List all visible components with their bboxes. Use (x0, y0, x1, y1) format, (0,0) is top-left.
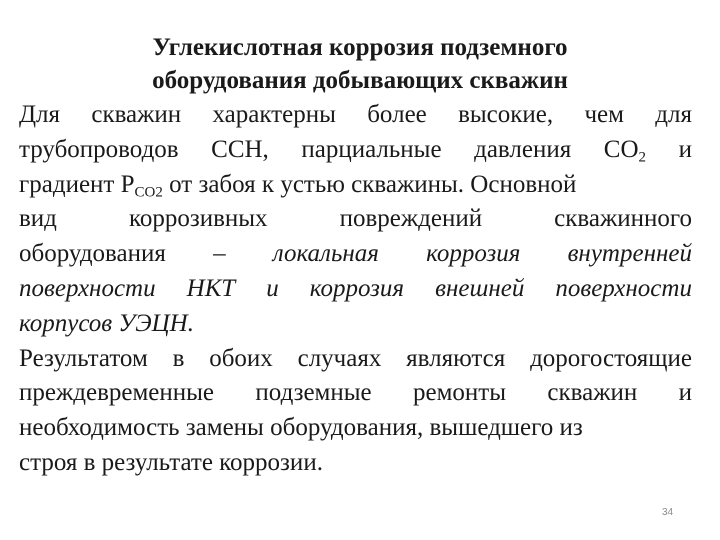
slide-title (0, 31, 720, 97)
p2-line-2 (19, 376, 692, 411)
p1-line-6 (19, 272, 692, 307)
word: более (367, 101, 427, 128)
co-text: СО (603, 135, 639, 163)
p1-line-4 (19, 202, 692, 237)
p1-line-2 (19, 133, 692, 168)
word: давления (474, 135, 572, 163)
italic-word: коррозия (309, 274, 405, 302)
italic-word: поверхности (19, 274, 156, 302)
word: ремонты (413, 379, 507, 407)
word: преждевременные (19, 379, 215, 407)
word: характерны (212, 101, 336, 128)
word: трубопроводов (19, 135, 179, 163)
dash: – (213, 240, 226, 268)
p2-line-3: необходимость замены оборудования, вышедшего из (19, 414, 583, 442)
co2-formula (604, 133, 646, 168)
italic-word: локальная (272, 240, 379, 268)
title-line-1: Углекислотная коррозия подземного (152, 34, 568, 61)
word: и (678, 379, 692, 407)
word: Для (19, 101, 61, 128)
italic-word: внешней (435, 274, 525, 302)
p1-line-1 (19, 98, 692, 133)
p1-line-5 (19, 237, 692, 272)
co-subscript: 2 (638, 149, 647, 166)
italic-word: внутренней (567, 240, 692, 268)
word: чем (584, 101, 624, 128)
page-number: 34 (662, 507, 674, 518)
italic-word: поверхности (555, 274, 692, 302)
word: Результатом (19, 344, 148, 372)
word: обоих (209, 344, 273, 372)
word: высокие, (458, 101, 554, 128)
word: скважин (91, 101, 182, 128)
word: оборудования (19, 240, 166, 268)
word: вид (19, 205, 57, 233)
p2-line-1 (19, 342, 692, 377)
word: являются (406, 344, 506, 372)
word: парциальные (301, 135, 442, 163)
pco2-subscript: CO2 (134, 184, 163, 201)
title-line-2: оборудования добывающих скважин (152, 67, 568, 94)
word: для (655, 101, 692, 128)
italic-word: и (266, 274, 279, 302)
italic-word: коррозия (426, 240, 521, 268)
word: случаях (297, 344, 382, 372)
word: ССН, (211, 135, 269, 163)
word: подземные (255, 379, 372, 407)
text-segment: от забоя к устью скважины. Основной (162, 170, 577, 198)
word: коррозивных (128, 205, 268, 233)
p1-line-3 (19, 168, 692, 203)
p2-line-4: строя в результате коррозии. (19, 448, 323, 476)
word: скважинного (554, 205, 692, 233)
word: повреждений (339, 205, 483, 233)
text-segment: градиент Р (19, 170, 135, 198)
p1-line-7: корпусов УЭЦН. (19, 309, 194, 337)
word: и (678, 135, 692, 163)
italic-word: НКТ (186, 274, 236, 302)
word: дорогостоящие (530, 344, 692, 372)
word: скважин (547, 379, 638, 407)
word: в (172, 344, 185, 372)
body-text (19, 98, 692, 481)
